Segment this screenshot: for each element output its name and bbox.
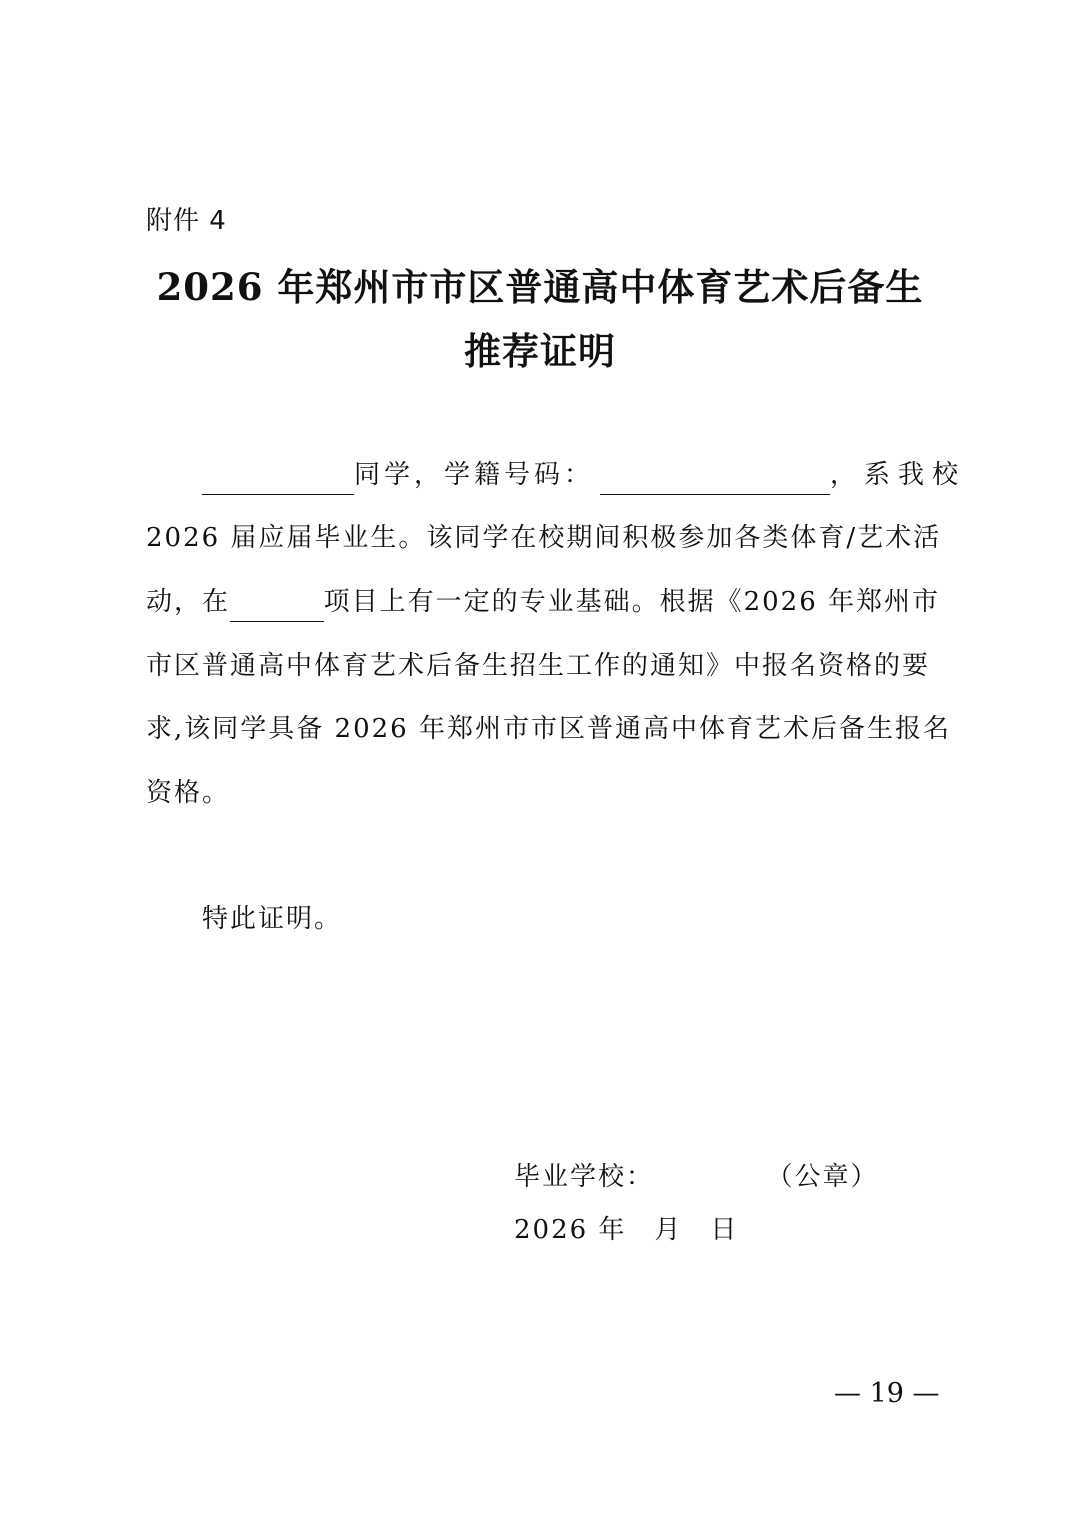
signature-school-row [514, 1156, 879, 1193]
name-group [202, 455, 830, 495]
body-line-6: 资格。 [146, 778, 231, 808]
body-line-2: 2026 届应届毕业生。该同学在校期间积极参加各类体育/艺术活 [146, 523, 942, 553]
seal-label: （公章） [766, 1162, 879, 1192]
project-blank [230, 591, 324, 622]
body-line-4: 市区普通高中体育艺术后备生招生工作的通知》中报名资格的要 [146, 651, 931, 681]
closing-statement: 特此证明。 [202, 904, 343, 934]
body-line1-seg1: 同学，学籍号码： [354, 460, 595, 490]
body-line-1 [202, 455, 967, 495]
body-line-5: 求,该同学具备 2026 年郑州市市区普通高中体育艺术后备生报名 [146, 714, 951, 744]
document-title-line1: 2026 年郑州市市区普通高中体育艺术后备生 [156, 265, 924, 309]
attachment-label: 附件 4 [146, 206, 227, 236]
document-title-line2: 推荐证明 [464, 329, 616, 373]
body-line3-seg1: 动，在 [146, 587, 231, 617]
student-name-blank [202, 464, 354, 495]
student-id-blank [600, 464, 830, 495]
body-line-3 [146, 582, 940, 622]
body-line1-seg2: ，系我校 [830, 460, 967, 490]
school-label: 毕业学校： [514, 1162, 655, 1192]
body-line3-seg2: 项目上有一定的专业基础。根据《2026 年郑州市 [323, 587, 940, 617]
page-number: — 19 — [834, 1378, 940, 1409]
signature-date: 2026 年 月 日 [514, 1215, 739, 1245]
